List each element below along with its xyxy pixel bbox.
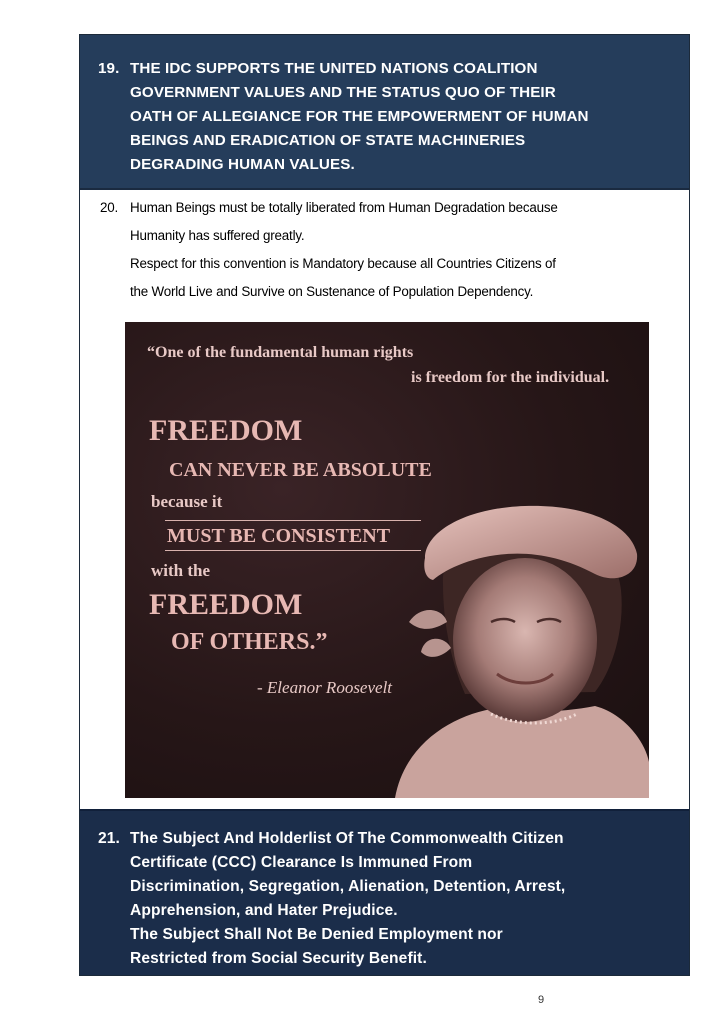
item-21 [98, 827, 677, 971]
item-21-line-2: Certificate (CCC) Clearance Is Immuned From [130, 854, 473, 871]
item-19-line-5: DEGRADING HUMAN VALUES. [130, 156, 355, 173]
item-21-line-5: The Subject Shall Not Be Denied Employment nor [130, 926, 503, 943]
quote-freedom-1: FREEDOM [149, 414, 303, 447]
quote-line-1: “One of the fundamental human rights [147, 344, 414, 361]
quote-freedom-2: FREEDOM [149, 588, 303, 621]
quote-must-be-consistent: MUST BE CONSISTENT [167, 525, 391, 547]
quote-of-others: OF OTHERS.” [171, 629, 328, 655]
item-20-line-4: the World Live and Survive on Sustenance of Population Dependency. [130, 284, 534, 299]
quote-because-it: because it [151, 492, 223, 511]
item-19-line-1: THE IDC SUPPORTS THE UNITED NATIONS COALITION [130, 60, 538, 77]
item-19-line-2: GOVERNMENT VALUES AND THE STATUS QUO OF THEIR [130, 84, 556, 101]
quote-poster [125, 322, 649, 798]
item-20-line-1: Human Beings must be totally liberated from Human Degradation because [130, 200, 558, 215]
section-item-19 [80, 35, 689, 190]
item-19-line-3: OATH OF ALLEGIANCE FOR THE EMPOWERMENT OF HUMAN [130, 108, 589, 125]
quote-line-2: is freedom for the individual. [411, 369, 610, 386]
item-19-line-4: BEINGS AND ERADICATION OF STATE MACHINERIES [130, 132, 526, 149]
item-19 [98, 57, 677, 177]
item-20-number: 20. [100, 200, 119, 215]
item-21-number: 21. [98, 830, 120, 847]
item-21-line-4: Apprehension, and Hater Prejudice. [130, 902, 398, 919]
section-item-21 [80, 809, 689, 975]
portrait-illustration [125, 322, 649, 798]
item-21-line-3: Discrimination, Segregation, Alienation, Detention, Arrest, [130, 878, 566, 895]
page-number: 9 [538, 994, 545, 1006]
item-20 [100, 194, 677, 306]
portrait-flower [409, 610, 451, 657]
quote-author: - Eleanor Roosevelt [257, 678, 393, 697]
item-20-line-2: Humanity has suffered greatly. [130, 228, 305, 243]
item-20-line-3: Respect for this convention is Mandatory because all Countries Citizens of [130, 256, 556, 271]
quote-can-never: CAN NEVER BE ABSOLUTE [169, 459, 432, 481]
content-frame [79, 34, 690, 976]
portrait-face [453, 558, 597, 722]
item-21-line-6: Restricted from Social Security Benefit. [130, 950, 427, 967]
item-21-line-1: The Subject And Holderlist Of The Commonwealth Citizen [130, 830, 564, 847]
quote-with-the: with the [151, 561, 211, 580]
item-19-number: 19. [98, 60, 120, 77]
section-item-20 [80, 190, 689, 809]
